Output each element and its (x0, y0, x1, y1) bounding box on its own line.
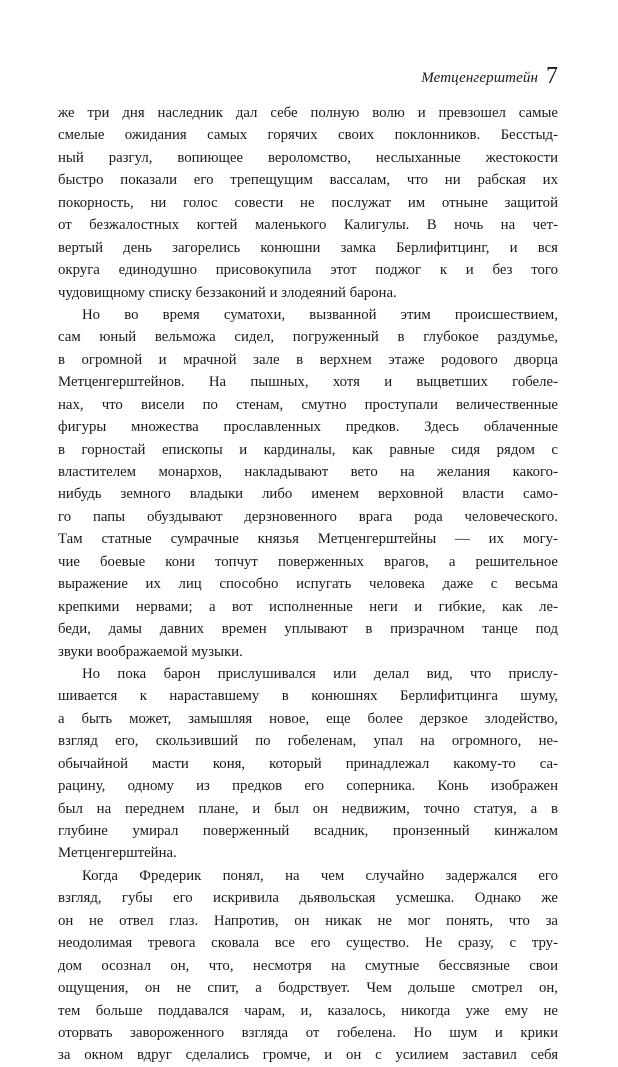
running-head-title: Метценгерштейн (421, 70, 538, 86)
text-line: за окном вдруг сделались громче, и он с усилием заставил себя (58, 1047, 558, 1064)
text-line: беди, дамы давних времен уплывают в призрачном танце под (58, 621, 558, 638)
text-line: го папы обуздывают дерзновенного врага рода человеческого. (58, 508, 558, 525)
text-line: фигуры множества прославленных предков. Здесь облаченные (58, 419, 558, 436)
text-line: же три дня наследник дал себе полную волю и превзошел самые (58, 105, 558, 121)
text-line: Но во время суматохи, вызванной этим происшествием, (82, 306, 558, 323)
text-line: Но пока барон прислушивался или делал вид, что прислу- (82, 665, 558, 682)
text-line: звуки воображаемой музыки. (58, 643, 243, 660)
text-line: тем больше поддавался чарам, и, казалось, никогда уже ему не (58, 1002, 558, 1019)
text-line: сам юный вельможа сидел, погруженный в глубокое раздумье, (58, 329, 558, 346)
text-line: ный разгул, вопиющее вероломство, неслыханные жестокости (58, 149, 558, 166)
running-head (58, 63, 558, 90)
text-line: в огромной и мрачной зале в верхнем этаже родового дворца (58, 351, 558, 368)
text-line: Когда Фредерик понял, на чем случайно задержался его (82, 867, 558, 884)
paragraph (58, 663, 558, 865)
text-line: он не отвел глаз. Напротив, он никак не мог понять, что за (58, 912, 558, 929)
text-line: Метценгерштейна. (58, 845, 177, 862)
text-line: округа единодушно присовокупила этот поджог к и без того (58, 262, 558, 279)
text-line: а быть может, замышляя новое, еще более дерзкое злодейство, (58, 710, 558, 727)
text-line: крепкими нервами; а вот исполненные неги и гибкие, как ле- (58, 598, 558, 615)
paragraph (58, 865, 558, 1067)
text-line: властителем монархов, накладывают вето на желания какого- (58, 464, 558, 480)
paragraph (58, 304, 558, 663)
text-line: неодолимая тревога сковала все его существо. Не сразу, с тру- (58, 935, 558, 952)
text-line: дом осознал он, что, несмотря на смутные бессвязные свои (58, 957, 558, 974)
text-line: глубине умирал поверженный всадник, пронзенный кинжалом (58, 823, 558, 839)
text-line: покорность, ни голос совести не послужат им отныне защитой (58, 194, 558, 211)
text-line: оторвать завороженного взгляда от гобелена. Но шум и крики (58, 1024, 558, 1041)
text-line: от безжалостных когтей маленького Калигулы. В ночь на чет- (58, 217, 558, 234)
text-line: чудовищному списку беззаконий и злодеяний барона. (58, 284, 397, 301)
text-line: чие боевые кони топчут поверженных врагов, а решительное (58, 553, 558, 570)
text-line: взгляд, губы его искривила дьявольская усмешка. Однако же (58, 890, 558, 907)
text-line: вертый день загорелись конюшни замка Берлифитцинг, и вся (58, 239, 558, 256)
body-text (58, 102, 558, 1067)
paragraph (58, 102, 558, 304)
text-line: ощущения, он не спит, а бодрствует. Чем дольше смотрел он, (58, 980, 558, 997)
text-line: взгляд его, скользивший по гобеленам, упал на огромного, не- (58, 733, 558, 750)
text-line: выражение их лиц способно испугать человека даже с весьма (58, 576, 558, 593)
text-line: Там статные сумрачные князья Метценгерштейны — их могу- (58, 531, 558, 548)
text-line: шивается к нараставшему в конюшнях Берлифитцинга шуму, (58, 688, 558, 705)
text-line: Метценгерштейнов. На пышных, хотя и выцветших гобеле- (58, 374, 558, 391)
text-line: нибудь земного владыки либо именем верховной власти само- (58, 486, 558, 503)
text-line: быстро показали его трепещущим вассалам, что ни рабская их (58, 172, 558, 189)
text-line: нах, что висели по стенам, смутно проступали величественные (58, 396, 558, 413)
text-line: смелые ожидания самых горячих своих поклонников. Бесстыд- (58, 127, 558, 144)
text-line: был на переднем плане, и был он недвижим, точно статуя, а в (58, 800, 558, 817)
text-line: обычайной масти коня, который принадлежал какому-то са- (58, 755, 558, 772)
page-number: 7 (546, 63, 558, 89)
text-line: в горностай епископы и кардиналы, как равные сидя рядом с (58, 441, 558, 458)
text-line: рацину, одному из предков его соперника. Конь изображен (58, 778, 558, 795)
